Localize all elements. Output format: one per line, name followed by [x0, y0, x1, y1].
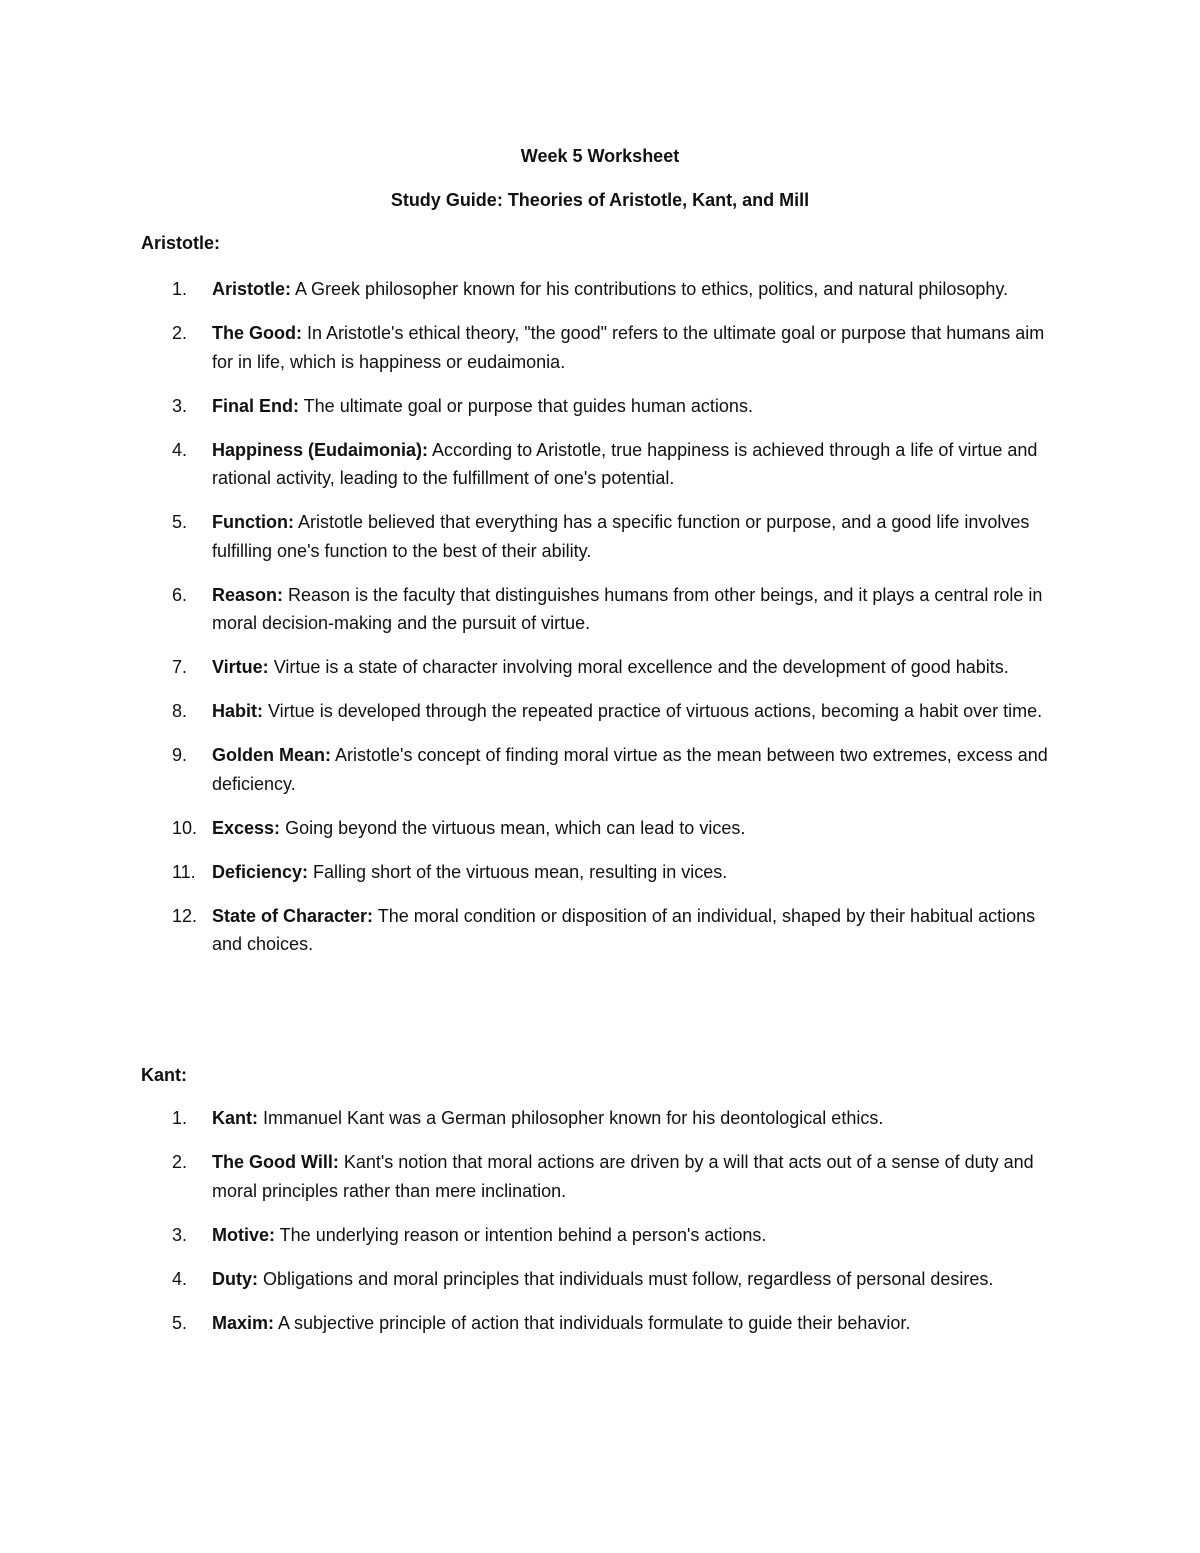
kant-list — [0, 1104, 1200, 1353]
item-number: 7. — [172, 657, 188, 677]
item-number: 2. — [172, 323, 188, 343]
list-item — [0, 1148, 1200, 1205]
item-definition: The underlying reason or intention behind a person's actions. — [275, 1224, 767, 1245]
item-definition: Kant's notion that moral actions are driven by a will that acts out of a sense of duty and moral principles rather than mere inclination. — [212, 1152, 1034, 1201]
list-item — [0, 508, 1200, 565]
item-term: The Good: — [212, 323, 302, 343]
item-number: 4. — [172, 1268, 188, 1289]
item-term: Maxim: — [212, 1312, 275, 1333]
item-term: Final End: — [212, 395, 299, 416]
item-term: State of Character: — [212, 905, 374, 926]
item-term: Virtue: — [212, 657, 269, 677]
item-number: 10. — [172, 817, 198, 838]
item-term: Function: — [212, 512, 294, 532]
list-item — [0, 1265, 1200, 1294]
item-number: 11. — [172, 861, 196, 882]
item-definition: In Aristotle's ethical theory, "the good" refers to the ultimate goal or purpose that humans aim for in life, which is happiness or eudaimonia. — [212, 323, 1045, 372]
item-number: 6. — [172, 584, 188, 605]
item-number: 9. — [172, 745, 188, 765]
item-definition: Falling short of the virtuous mean, resulting in vices. — [308, 861, 728, 882]
item-number: 12. — [172, 905, 198, 926]
item-term: Excess: — [212, 817, 281, 838]
item-definition: According to Aristotle, true happiness is achieved through a life of virtue and rational activity, leading to the fulfillment of one's potential. — [212, 439, 1038, 488]
item-term: Kant: — [212, 1108, 258, 1128]
item-term: Reason: — [212, 584, 284, 605]
list-item — [0, 581, 1200, 638]
document-title: Week 5 Worksheet — [520, 146, 680, 166]
list-item — [0, 392, 1200, 421]
item-number: 1. — [172, 1108, 188, 1128]
item-number: 8. — [172, 701, 188, 721]
item-definition: Obligations and moral principles that individuals must follow, regardless of personal desires. — [258, 1268, 994, 1289]
item-definition: Virtue is developed through the repeated practice of virtuous actions, becoming a habit over time. — [263, 701, 1043, 721]
aristotle-heading: Aristotle: — [141, 233, 221, 253]
item-definition: A subjective principle of action that individuals formulate to guide their behavior. — [274, 1312, 911, 1333]
document-subtitle: Study Guide: Theories of Aristotle, Kant, and Mill — [390, 190, 810, 210]
item-definition: Virtue is a state of character involving moral excellence and the development of good habits. — [268, 657, 1009, 677]
list-item — [0, 1221, 1200, 1250]
list-item — [0, 741, 1200, 798]
list-item — [0, 902, 1200, 959]
item-number: 2. — [172, 1152, 188, 1172]
item-definition: A Greek philosopher known for his contributions to ethics, politics, and natural philosophy. — [291, 279, 1009, 299]
item-term: Golden Mean: — [212, 745, 332, 765]
item-term: Happiness (Eudaimonia): — [212, 439, 429, 460]
item-number: 3. — [172, 1224, 188, 1245]
item-definition: Aristotle's concept of finding moral virtue as the mean between two extremes, excess and deficiency. — [212, 745, 1048, 794]
item-number: 5. — [172, 512, 188, 532]
item-term: The Good Will: — [212, 1152, 339, 1172]
list-item — [0, 1104, 1200, 1133]
item-number: 5. — [172, 1312, 188, 1333]
kant-heading: Kant: — [141, 1065, 187, 1085]
list-item — [0, 653, 1200, 682]
item-term: Motive: — [212, 1224, 275, 1245]
aristotle-list — [0, 275, 1200, 974]
item-term: Habit: — [212, 701, 263, 721]
item-definition: Aristotle believed that everything has a specific function or purpose, and a good life involves fulfilling one's function to the best of their ability. — [212, 512, 1030, 561]
list-item — [0, 275, 1200, 304]
item-term: Deficiency: — [212, 861, 309, 882]
item-term: Duty: — [212, 1268, 258, 1289]
list-item — [0, 858, 1200, 887]
item-definition: Reason is the faculty that distinguishes humans from other beings, and it plays a central role in moral decision-making and the pursuit of virtue. — [212, 584, 1043, 633]
item-number: 4. — [172, 439, 188, 460]
item-term: Aristotle: — [212, 279, 292, 299]
list-item — [0, 319, 1200, 376]
list-item — [0, 814, 1200, 843]
item-definition: Immanuel Kant was a German philosopher known for his deontological ethics. — [258, 1108, 884, 1128]
list-item — [0, 436, 1200, 493]
list-item — [0, 1309, 1200, 1338]
list-item — [0, 697, 1200, 726]
item-number: 3. — [172, 395, 188, 416]
item-number: 1. — [172, 279, 188, 299]
item-definition: Going beyond the virtuous mean, which can lead to vices. — [280, 817, 746, 838]
item-definition: The ultimate goal or purpose that guides human actions. — [299, 395, 753, 416]
item-definition: The moral condition or disposition of an individual, shaped by their habitual actions and choices. — [212, 905, 1036, 954]
